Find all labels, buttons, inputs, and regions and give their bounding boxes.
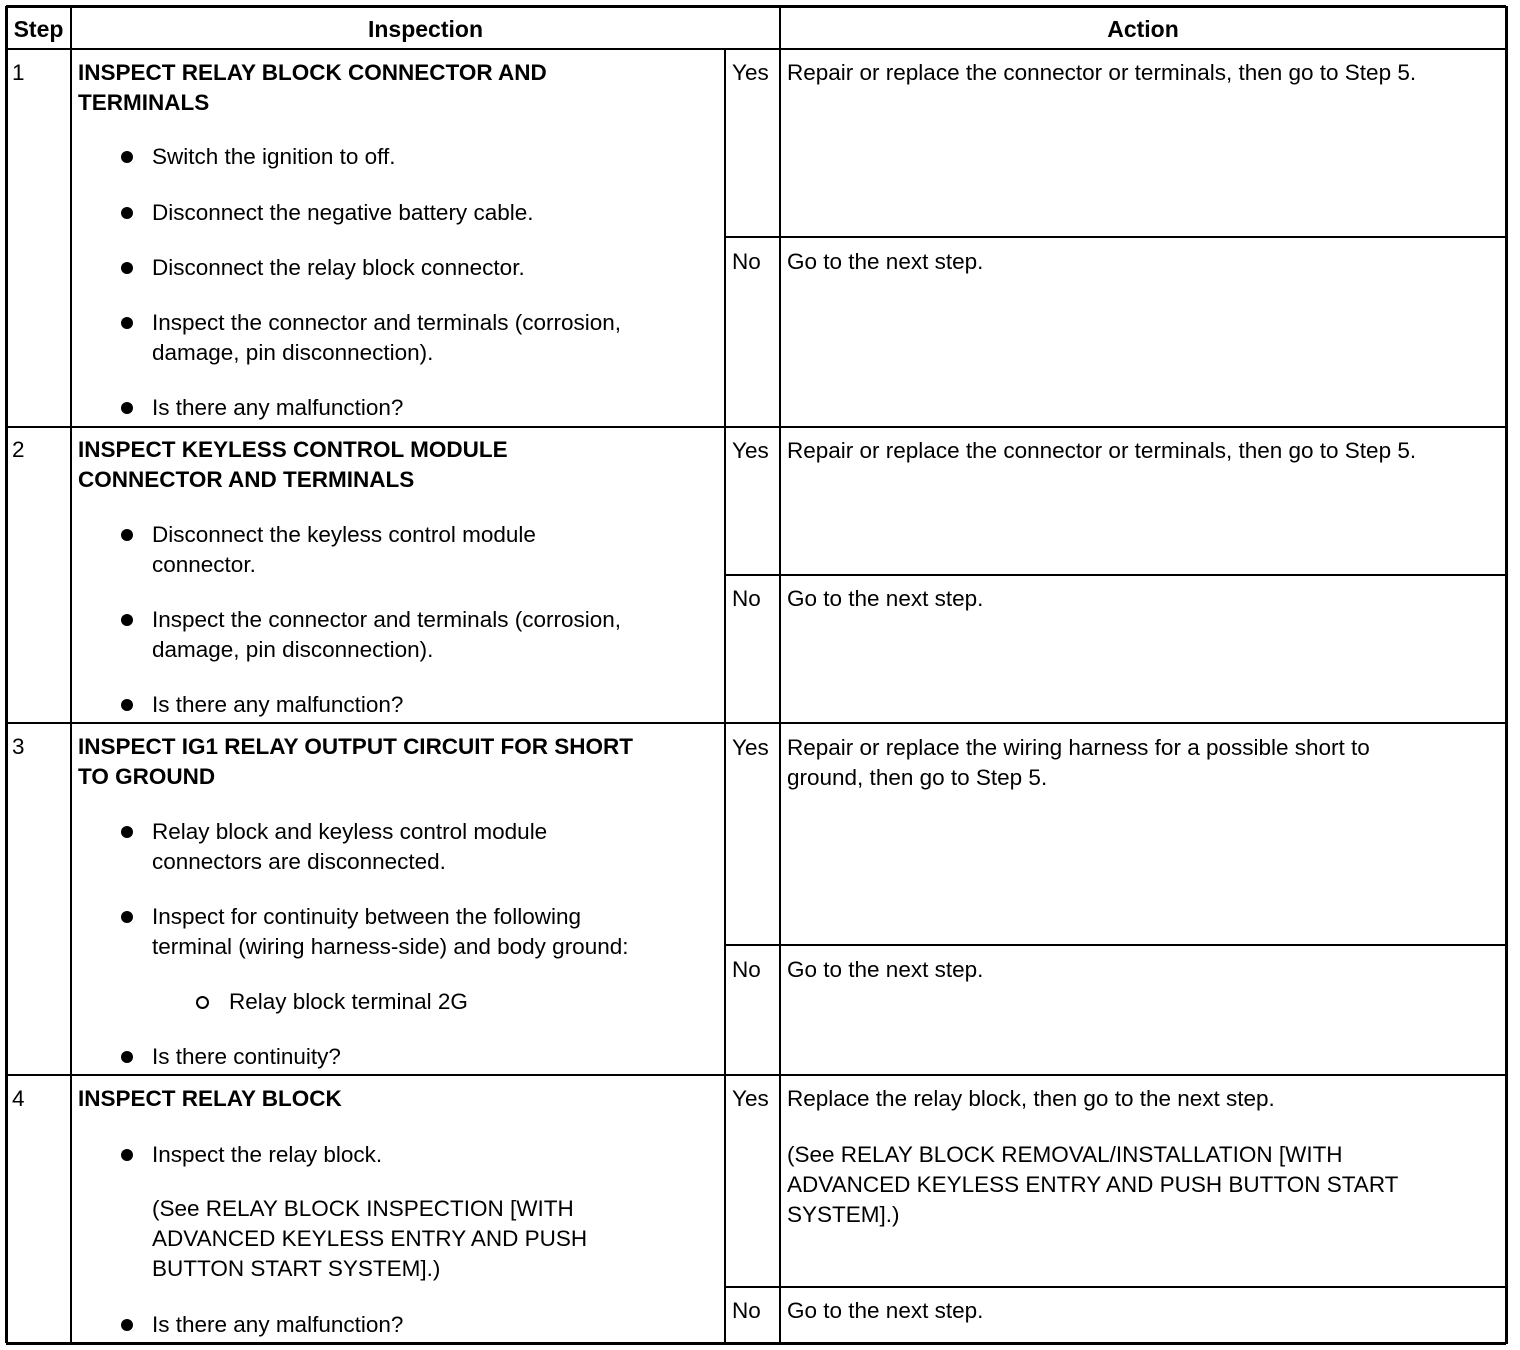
bullet-icon — [121, 262, 133, 274]
header-step: Step — [13, 16, 64, 42]
bullet-icon — [121, 151, 133, 163]
bullet-icon — [121, 1051, 133, 1063]
step-title: INSPECT RELAY BLOCK CONNECTOR AND — [78, 60, 547, 85]
reference-note: ADVANCED KEYLESS ENTRY AND PUSH — [152, 1226, 588, 1251]
step-row-divider — [6, 1074, 1506, 1076]
bullet-icon — [121, 1149, 133, 1161]
inspection-item: damage, pin disconnection). — [152, 340, 434, 365]
step-title: CONNECTOR AND TERMINALS — [78, 467, 415, 492]
bullet-icon — [121, 1319, 133, 1331]
inspection-item: Is there any malfunction? — [152, 1312, 404, 1337]
header-action: Action — [1107, 16, 1179, 42]
yes-label: Yes — [732, 438, 769, 463]
yes-action: Repair or replace the wiring harness for a possible short to — [787, 735, 1370, 760]
table-right-border — [1505, 6, 1508, 1344]
yes-label: Yes — [732, 735, 769, 760]
header-divider — [6, 48, 1506, 50]
inspection-item: Inspect the connector and terminals (corrosion, — [152, 607, 621, 632]
step-number: 4 — [12, 1086, 25, 1111]
bullet-icon — [121, 826, 133, 838]
inspection-item: Inspect the connector and terminals (corrosion, — [152, 310, 621, 335]
step-row-divider — [6, 722, 1506, 724]
inspection-item: connector. — [152, 552, 256, 577]
step-title: INSPECT RELAY BLOCK — [78, 1086, 342, 1111]
bullet-icon — [121, 614, 133, 626]
step-title: INSPECT KEYLESS CONTROL MODULE — [78, 437, 508, 462]
yes-no-divider — [725, 236, 1506, 238]
table-top-border — [6, 5, 1506, 8]
step-number: 1 — [12, 60, 25, 85]
step-number: 2 — [12, 437, 25, 462]
yes-no-divider — [725, 574, 1506, 576]
yes-no-divider — [725, 944, 1506, 946]
inspection-item: Switch the ignition to off. — [152, 144, 396, 169]
no-label: No — [732, 249, 761, 274]
yes-label: Yes — [732, 60, 769, 85]
sub-bullet-icon — [196, 996, 209, 1009]
sub-item: Relay block terminal 2G — [229, 989, 468, 1014]
yes-action: Replace the relay block, then go to the next step. — [787, 1086, 1275, 1111]
yes-label: Yes — [732, 1086, 769, 1111]
yes-no-divider — [725, 1286, 1506, 1288]
step-title: TO GROUND — [78, 764, 216, 789]
table-bottom-border — [6, 1342, 1506, 1345]
no-label: No — [732, 957, 761, 982]
bullet-icon — [121, 402, 133, 414]
step-number: 3 — [12, 734, 25, 759]
reference-note: BUTTON START SYSTEM].) — [152, 1256, 441, 1281]
yes-action: ground, then go to Step 5. — [787, 765, 1048, 790]
reference-note: (See RELAY BLOCK INSPECTION [WITH — [152, 1196, 574, 1221]
bullet-icon — [121, 699, 133, 711]
no-action: Go to the next step. — [787, 1298, 984, 1323]
action-column-divider — [779, 6, 781, 1343]
yes-action-reference: ADVANCED KEYLESS ENTRY AND PUSH BUTTON START — [787, 1172, 1399, 1197]
bullet-icon — [121, 911, 133, 923]
inspection-item: connectors are disconnected. — [152, 849, 446, 874]
no-action: Go to the next step. — [787, 586, 984, 611]
bullet-icon — [121, 207, 133, 219]
step-row-divider — [6, 426, 1506, 428]
inspection-item: Disconnect the relay block connector. — [152, 255, 525, 280]
no-action: Go to the next step. — [787, 249, 984, 274]
step-column-divider — [70, 6, 72, 1343]
bullet-icon — [121, 529, 133, 541]
yes-action-reference: SYSTEM].) — [787, 1202, 900, 1227]
inspection-item: Is there any malfunction? — [152, 692, 404, 717]
inspection-item: Disconnect the keyless control module — [152, 522, 536, 547]
table-left-border — [5, 6, 8, 1343]
no-label: No — [732, 586, 761, 611]
inspection-item: Is there any malfunction? — [152, 395, 404, 420]
yesno-column-divider — [724, 49, 726, 1343]
inspection-item: Disconnect the negative battery cable. — [152, 200, 534, 225]
inspection-item: Is there continuity? — [152, 1044, 341, 1069]
no-label: No — [732, 1298, 761, 1323]
yes-action: Repair or replace the connector or terminals, then go to Step 5. — [787, 438, 1417, 463]
header-inspection: Inspection — [367, 16, 483, 42]
inspection-item: Inspect the relay block. — [152, 1142, 383, 1167]
inspection-item: terminal (wiring harness-side) and body ground: — [152, 934, 629, 959]
inspection-item: Relay block and keyless control module — [152, 819, 548, 844]
bullet-icon — [121, 317, 133, 329]
yes-action-reference: (See RELAY BLOCK REMOVAL/INSTALLATION [WITH — [787, 1142, 1343, 1167]
step-title: TERMINALS — [78, 90, 210, 115]
inspection-item: Inspect for continuity between the following — [152, 904, 582, 929]
step-title: INSPECT IG1 RELAY OUTPUT CIRCUIT FOR SHORT — [78, 734, 634, 759]
yes-action: Repair or replace the connector or terminals, then go to Step 5. — [787, 60, 1417, 85]
no-action: Go to the next step. — [787, 957, 984, 982]
inspection-item: damage, pin disconnection). — [152, 637, 434, 662]
